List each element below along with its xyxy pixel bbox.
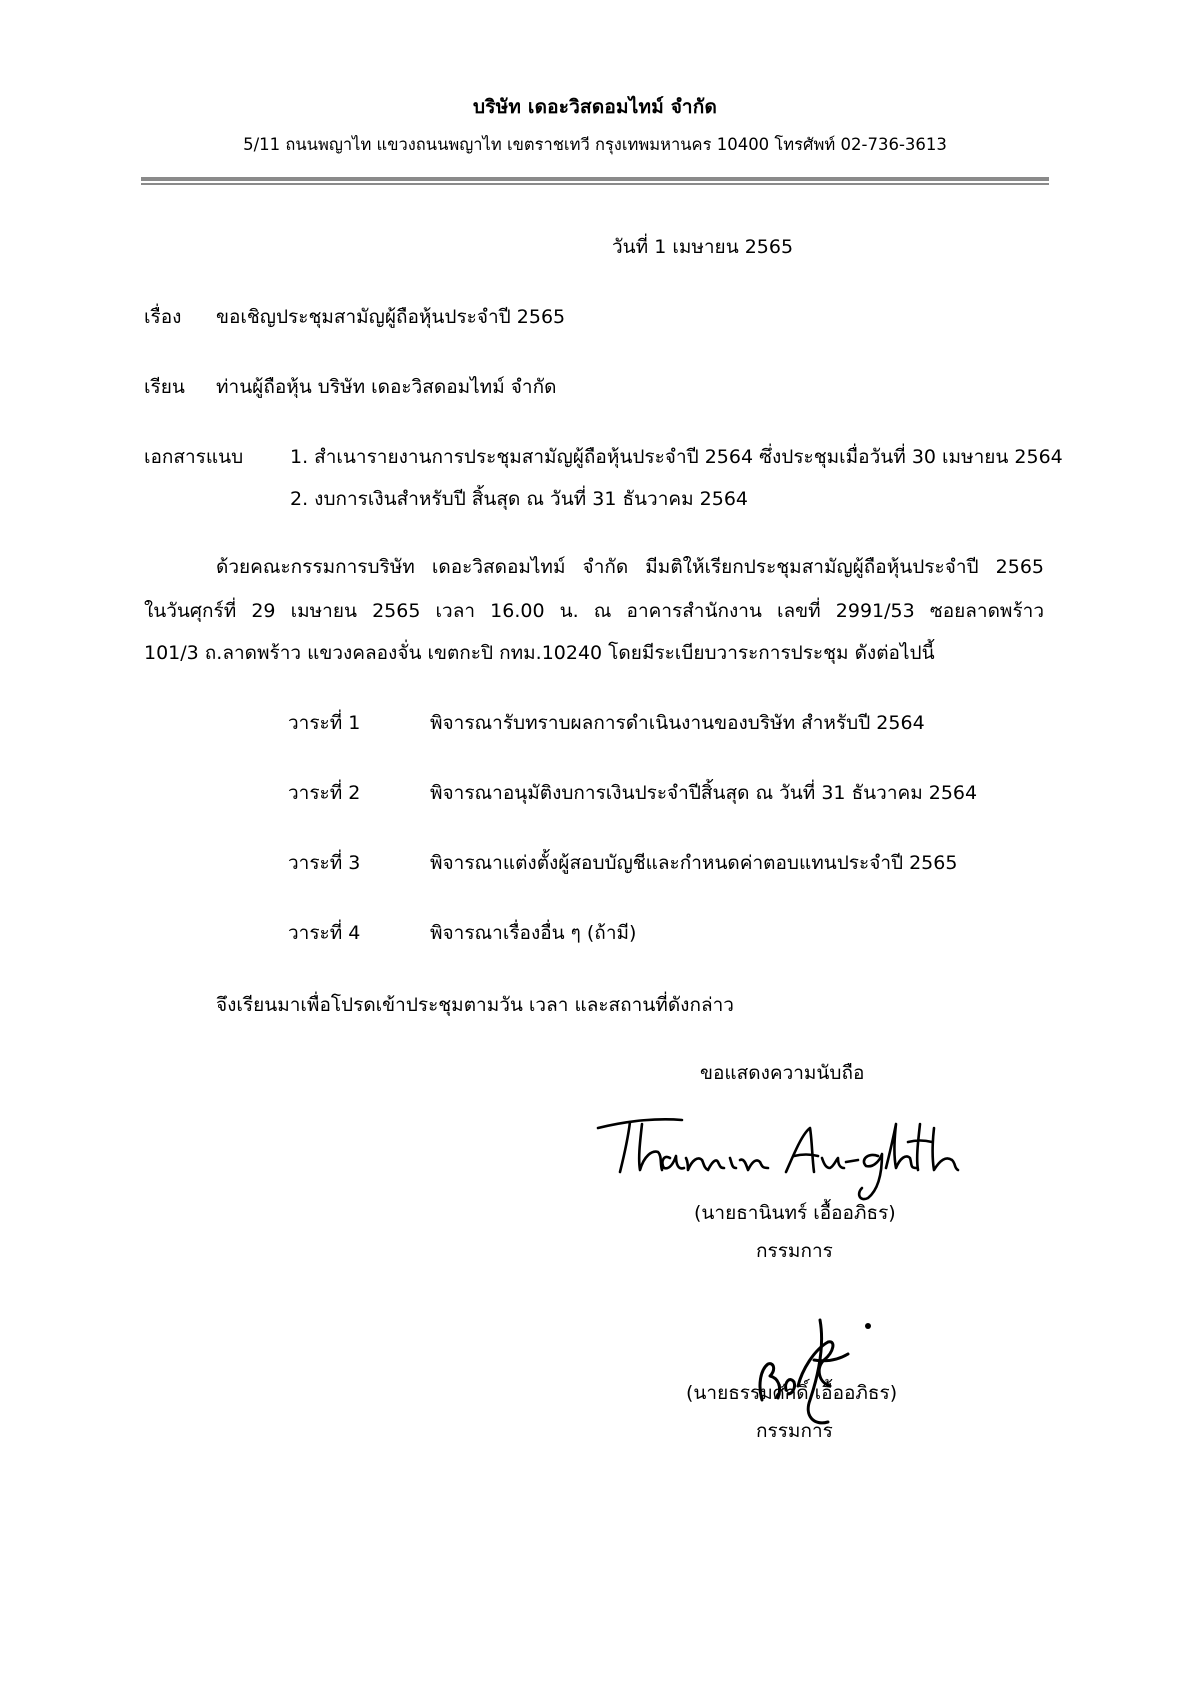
body-line: ในวันศุกร์ที่ 29 เมษายน 2565 เวลา 16.00 น. ณ อาคารสำนักงาน เลขที่ 2991/53 ซอยลาดพร้าว: [144, 600, 1044, 622]
company-address: 5/11 ถนนพญาไท แขวงถนนพญาไท เขตราชเทวี กรุงเทพมหานคร 10400 โทรศัพท์ 02-736-3613: [243, 135, 947, 154]
closing-line: จึงเรียนมาเพื่อโปรดเข้าประชุมตามวัน เวลา และสถานที่ดังกล่าว: [216, 994, 734, 1016]
agenda-number: วาระที่ 3: [288, 852, 361, 874]
agenda-text: พิจารณาเรื่องอื่น ๆ (ถ้ามี): [430, 922, 637, 944]
agenda-number: วาระที่ 2: [288, 782, 361, 804]
agenda-number: วาระที่ 4: [288, 922, 361, 944]
recipient-text: ท่านผู้ถือหุ้น บริษัท เดอะวิสดอมไทม์ จำกัด: [216, 376, 557, 398]
company-name: บริษัท เดอะวิสดอมไทม์ จำกัด: [473, 96, 717, 118]
attachment-item: 1. สำเนารายงานการประชุมสามัญผู้ถือหุ้นประจำปี 2564 ซึ่งประชุมเมื่อวันที่ 30 เมษายน 2564: [290, 446, 1063, 468]
signatory-2-name: (นายธรรมศักดิ์ เอื้ออภิธร): [686, 1382, 898, 1404]
body-line: ด้วยคณะกรรมการบริษัท เดอะวิสดอมไทม์ จำกัด มีมติให้เรียกประชุมสามัญผู้ถือหุ้นประจำปี 2565: [216, 556, 1044, 578]
header-divider-thin: [141, 183, 1049, 185]
regards-line: ขอแสดงความนับถือ: [700, 1062, 865, 1084]
attachment-item: 2. งบการเงินสำหรับปี สิ้นสุด ณ วันที่ 31 ธันวาคม 2564: [290, 488, 749, 510]
recipient-label: เรียน: [144, 376, 185, 398]
body-line: 101/3 ถ.ลาดพร้าว แขวงคลองจั่น เขตกะปิ กทม.10240 โดยมีระเบียบวาระการประชุม ดังต่อไปนี้: [144, 642, 935, 664]
attachments-label: เอกสารแนบ: [144, 446, 244, 468]
subject-text: ขอเชิญประชุมสามัญผู้ถือหุ้นประจำปี 2565: [216, 306, 566, 328]
agenda-text: พิจารณาอนุมัติงบการเงินประจำปีสิ้นสุด ณ วันที่ 31 ธันวาคม 2564: [430, 782, 978, 804]
signature-1-image: [590, 1098, 960, 1208]
signatory-1-title: กรรมการ: [756, 1240, 833, 1262]
subject-label: เรื่อง: [144, 306, 182, 328]
agenda-text: พิจารณารับทราบผลการดำเนินงานของบริษัท สำหรับปี 2564: [430, 712, 925, 734]
letter-date: วันที่ 1 เมษายน 2565: [612, 236, 794, 258]
signatory-2-title: กรรมการ: [756, 1420, 833, 1442]
header-divider-thick: [141, 177, 1049, 181]
signatory-1-name: (นายธานินทร์ เอื้ออภิธร): [694, 1202, 896, 1224]
agenda-text: พิจารณาแต่งตั้งผู้สอบบัญชีและกำหนดค่าตอบแทนประจำปี 2565: [430, 852, 958, 874]
signature-2-image: [744, 1290, 884, 1430]
agenda-number: วาระที่ 1: [288, 712, 361, 734]
